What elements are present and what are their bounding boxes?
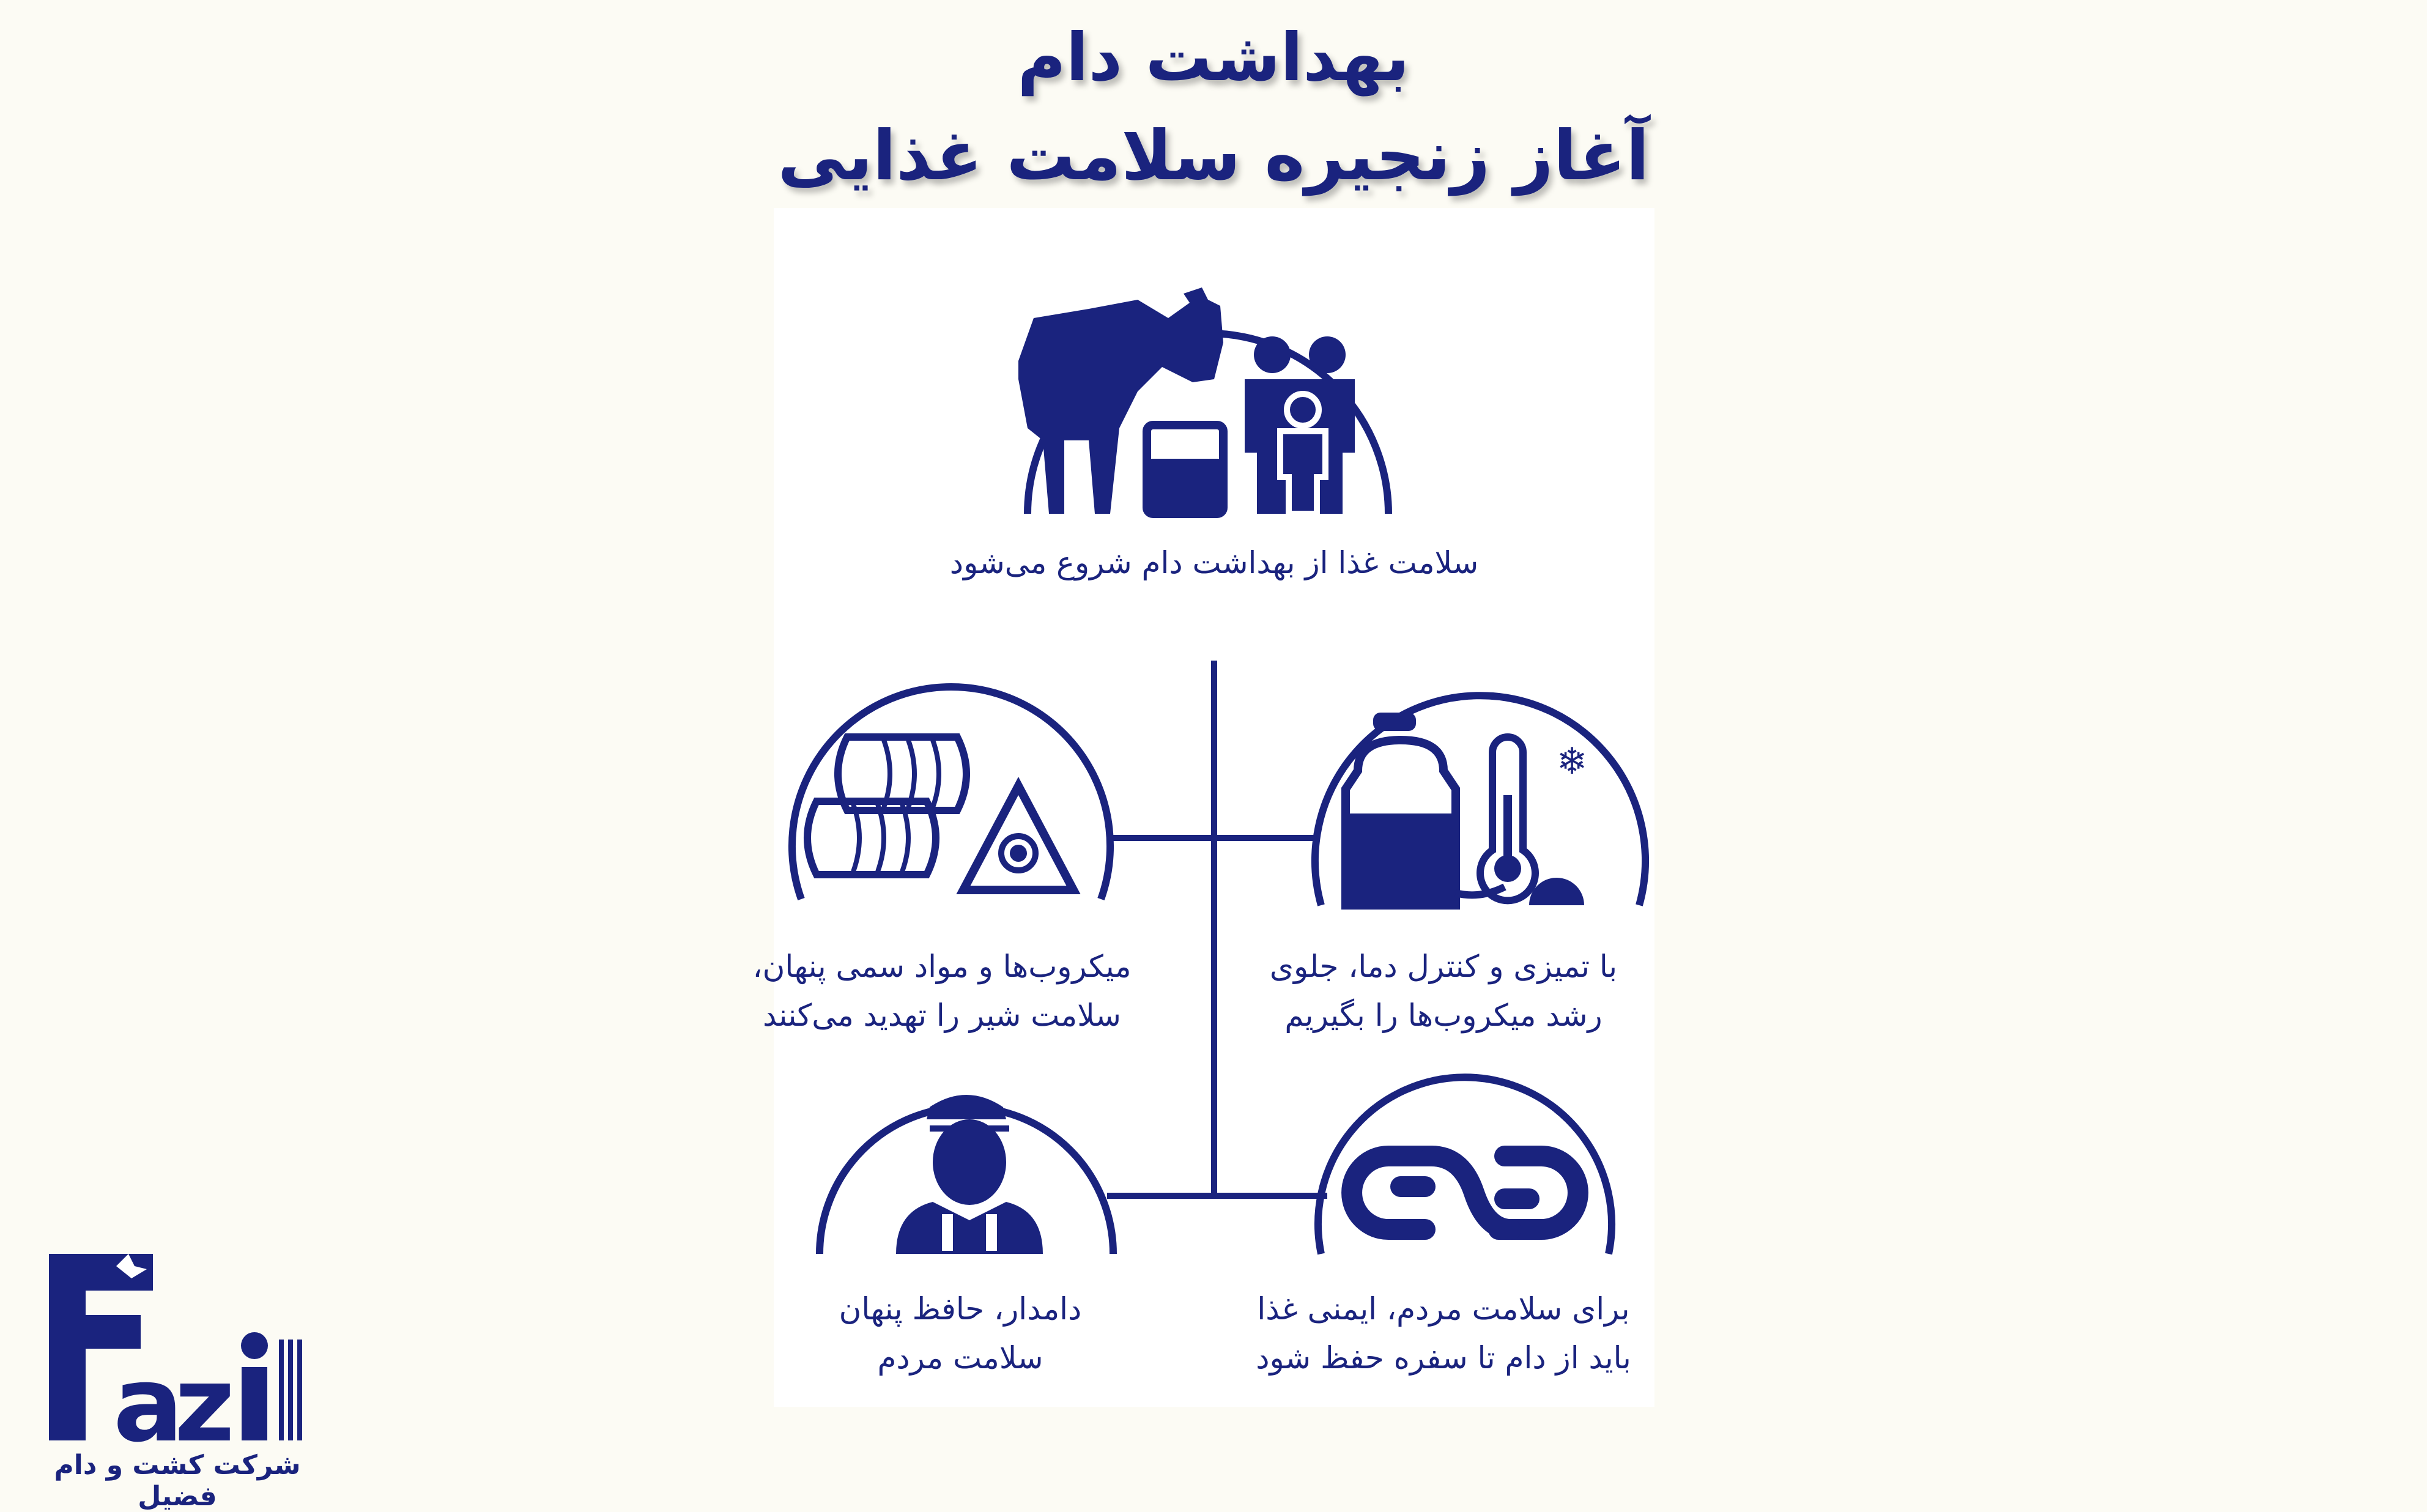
cow-milk-family-icon — [1018, 287, 1388, 514]
caption-line: باید از دام تا سفره حفظ شود — [1256, 1340, 1631, 1376]
connector-lines — [1107, 661, 1327, 1199]
company-name: شرکت کشت و دام فضیل — [54, 1450, 301, 1512]
storage-tank-thermometer-icon — [1315, 695, 1645, 905]
caption-line: سلامت مردم — [877, 1340, 1043, 1376]
svg-text:a: a — [113, 1344, 183, 1456]
svg-text:❄: ❄ — [1556, 740, 1588, 783]
caption-line: با تمیزی و کنترل دما، جلوی — [1269, 949, 1618, 984]
page-title: بهداشت دام — [1017, 20, 1410, 96]
caption-line: برای سلامت مردم، ایمنی غذا — [1257, 1291, 1630, 1327]
svg-text:z: z — [174, 1344, 235, 1456]
caption-line: رشد میکروب‌ها را بگیریم — [1284, 998, 1603, 1033]
fazil-logo — [43, 1248, 324, 1456]
caption-line: دامدار، حافظ پنهان — [839, 1291, 1082, 1327]
feed-bags-biohazard-icon — [792, 687, 1110, 899]
item-caption — [710, 942, 1174, 1040]
farmer-worker-icon — [820, 1095, 1113, 1254]
item-caption — [1229, 942, 1658, 1040]
item-caption — [771, 1284, 1150, 1382]
chain-link-icon — [1318, 1077, 1612, 1254]
page-subtitle: آغاز زنجیره سلامت غذایی — [777, 116, 1650, 196]
caption-line: سلامت شیر را تهدید می‌کنند — [763, 998, 1121, 1033]
top-caption: سلامت غذا از بهداشت دام شروع می‌شود — [949, 545, 1479, 580]
item-caption — [1229, 1284, 1658, 1382]
caption-line: میکروب‌ها و مواد سمی پنهان، — [752, 949, 1132, 984]
